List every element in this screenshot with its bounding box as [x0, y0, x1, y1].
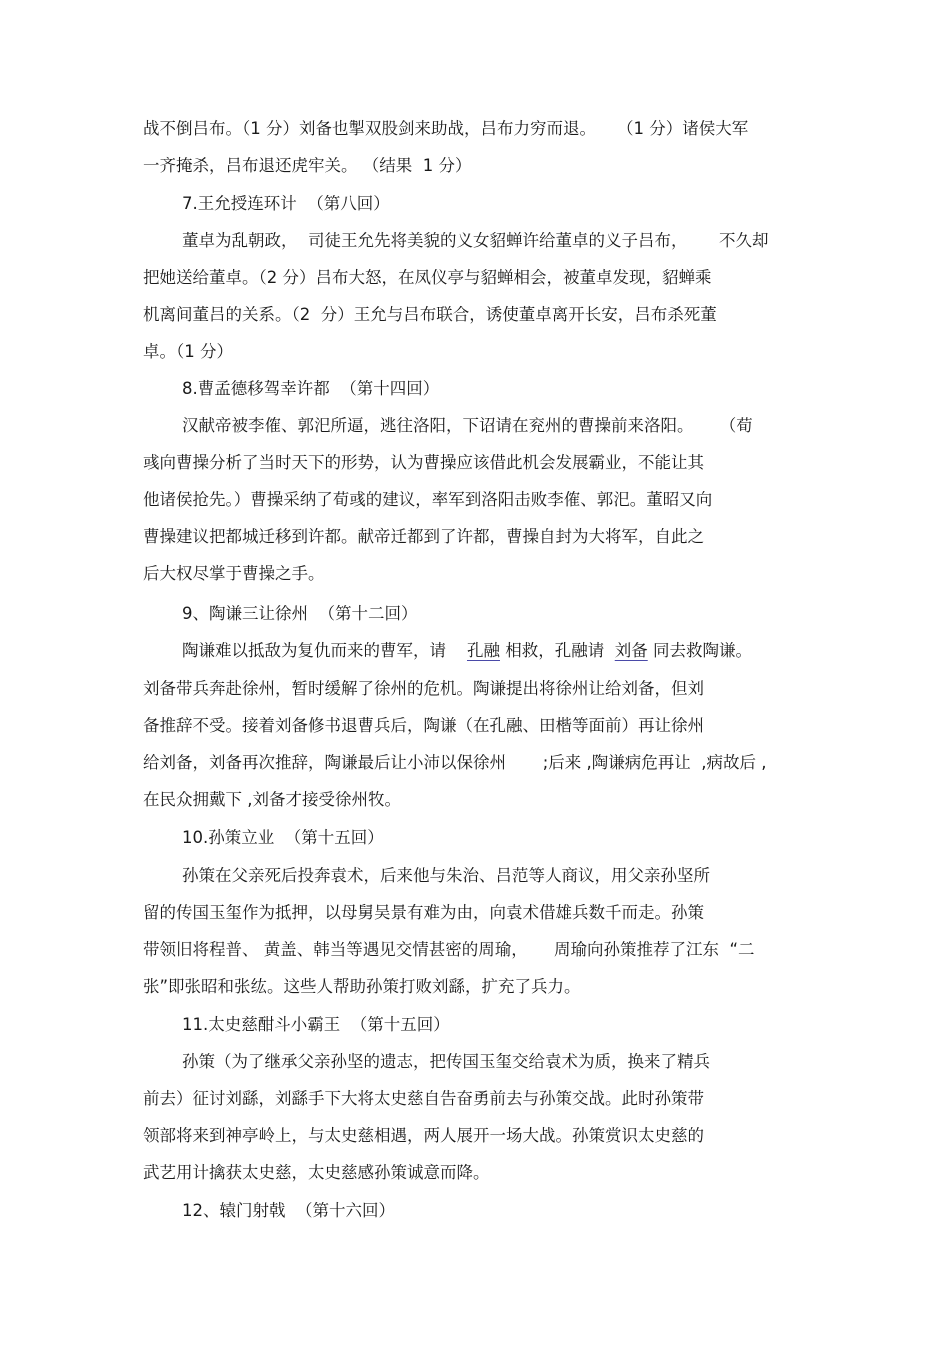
text-run: 同去救陶谦。: [647, 641, 752, 660]
text-run: 相救，孔融请: [499, 641, 615, 660]
paragraph-line: 董卓为乱朝政， 司徒王允先将美貌的义女貂蝉许给董卓的义子吕布， 不久却: [182, 231, 769, 250]
paragraph-line: 前去）征讨刘繇，刘繇手下大将太史慈自告奋勇前去与孙策交战。此时孙策带: [143, 1089, 704, 1108]
paragraph-line: 曹操建议把都城迁移到许都。献帝迁都到了许都，曹操自封为大将军，自此之: [143, 527, 704, 546]
paragraph-line: 武艺用计擒获太史慈，太史慈感孙策诚意而降。: [143, 1163, 490, 1182]
paragraph-line: 他诸侯抢先。）曹操采纳了荀彧的建议，率军到洛阳击败李傕、郭汜。董昭又向: [143, 490, 713, 509]
paragraph-line: 彧向曹操分析了当时天下的形势，认为曹操应该借此机会发展霸业，不能让其: [143, 453, 704, 472]
paragraph-line: 把她送给董卓。（2 分）吕布大怒，在凤仪亭与貂蝉相会，被董卓发现，貂蝉乘: [143, 268, 712, 287]
paragraph-line: 带领旧将程普、 黄盖、韩当等遇见交情甚密的周瑜， 周瑜向孙策推荐了江东 “二: [143, 940, 755, 959]
section-heading: 7.王允授连环计 （第八回）: [182, 194, 390, 213]
paragraph-line: 战不倒吕布。（1 分）刘备也掣双股剑来助战，吕布力穷而退。 （1 分）诸侯大军: [143, 119, 749, 138]
paragraph-line: 张”即张昭和张纮。这些人帮助孙策打败刘繇，扩充了兵力。: [143, 977, 581, 996]
paragraph-line: 机离间董吕的关系。（2 分）王允与吕布联合，诱使董卓离开长安，吕布杀死董: [143, 305, 717, 324]
section-heading: 9、陶谦三让徐州 （第十二回）: [182, 604, 418, 623]
paragraph-line: 刘备带兵奔赴徐州，暂时缓解了徐州的危机。陶谦提出将徐州让给刘备，但刘: [143, 679, 704, 698]
paragraph-line: 一齐掩杀，吕布退还虎牢关。 （结果 1 分）: [143, 156, 472, 175]
section-heading: 10.孙策立业 （第十五回）: [182, 828, 384, 847]
paragraph-line: 领部将来到神亭岭上，与太史慈相遇，两人展开一场大战。孙策赏识太史慈的: [143, 1126, 704, 1145]
section-heading: 11.太史慈酣斗小霸王 （第十五回）: [182, 1015, 450, 1034]
paragraph-line: 汉献帝被李傕、郭汜所逼，逃往洛阳，下诏请在兖州的曹操前来洛阳。 （荀: [182, 416, 753, 435]
paragraph-line: 卓。（1 分）: [143, 342, 233, 361]
section-heading: 12、辕门射戟 （第十六回）: [182, 1201, 395, 1220]
paragraph-line: 备推辞不受。接着刘备修书退曹兵后，陶谦（在孔融、田楷等面前）再让徐州: [143, 716, 704, 735]
paragraph-line: [182, 640, 752, 662]
paragraph-line: 后大权尽掌于曹操之手。: [143, 564, 325, 583]
text-run: 陶谦难以抵敌为复仇而来的曹军，请: [182, 641, 467, 660]
underlined-name-liubei: 刘备: [614, 641, 648, 660]
paragraph-line: 留的传国玉玺作为抵押，以母舅吴景有难为由，向袁术借雄兵数千而走。孙策: [143, 903, 704, 922]
section-heading: 8.曹孟德移驾幸许都 （第十四回）: [182, 379, 440, 398]
paragraph-line: 孙策在父亲死后投奔袁术，后来他与朱治、吕范等人商议，用父亲孙坚所: [182, 866, 710, 885]
underlined-name-kongrong: 孔融: [466, 641, 500, 660]
paragraph-line: 在民众拥戴下 ,刘备才接受徐州牧。: [143, 790, 401, 809]
paragraph-line: 给刘备，刘备再次推辞，陶谦最后让小沛以保徐州 ;后来 ,陶谦病危再让 ,病故后 ,: [143, 753, 767, 772]
paragraph-line: 孙策（为了继承父亲孙坚的遗志，把传国玉玺交给袁术为质，换来了精兵: [182, 1052, 710, 1071]
